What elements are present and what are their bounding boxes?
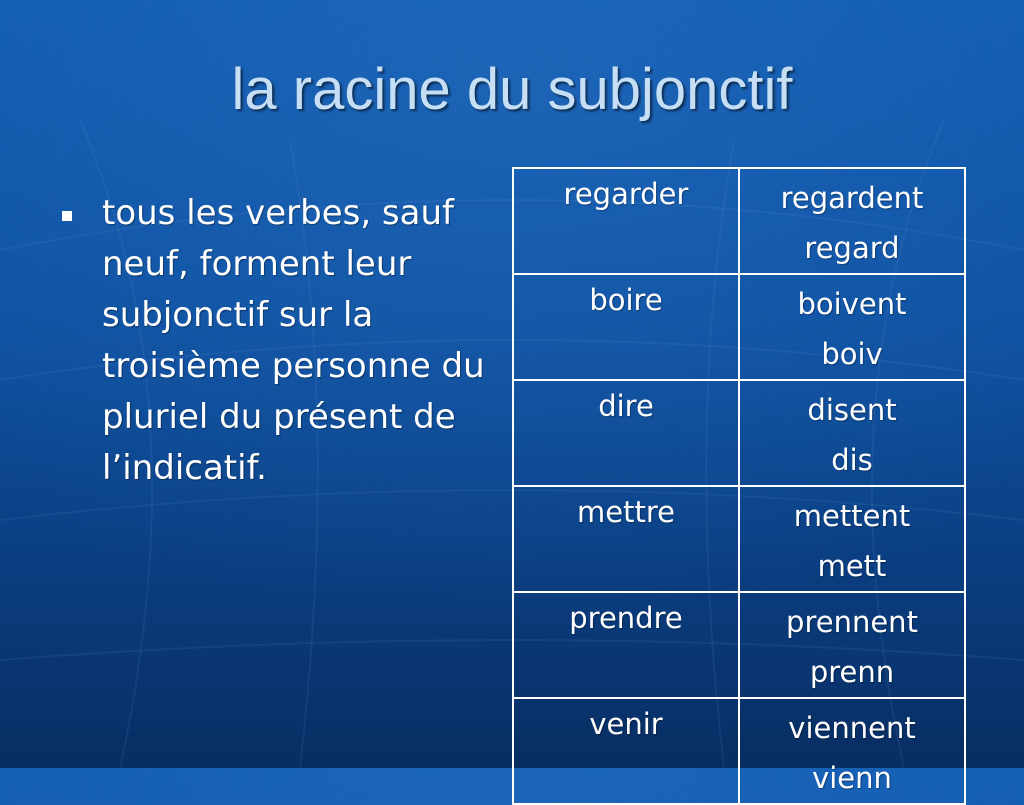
subjunctive-stem: prenn	[809, 655, 895, 689]
third-plural-form: boivent	[797, 287, 907, 321]
forms-cell	[739, 592, 965, 698]
infinitive-cell: boire	[513, 274, 739, 380]
forms-cell	[739, 168, 965, 274]
infinitive-cell: dire	[513, 380, 739, 486]
table-row	[513, 698, 965, 804]
table-row	[513, 274, 965, 380]
third-plural-form: viennent	[788, 711, 916, 745]
forms-cell	[739, 486, 965, 592]
table-row	[513, 380, 965, 486]
forms-cell	[739, 698, 965, 804]
bullet-square-icon	[62, 211, 72, 221]
third-plural-form: disent	[807, 393, 897, 427]
forms-cell	[739, 274, 965, 380]
subjunctive-stem: vienn	[812, 761, 892, 795]
table-row	[513, 486, 965, 592]
third-plural-form: regardent	[780, 181, 924, 215]
infinitive-cell: mettre	[513, 486, 739, 592]
third-plural-form: prennent	[786, 605, 918, 639]
forms-cell	[739, 380, 965, 486]
third-plural-form: mettent	[793, 499, 911, 533]
infinitive-cell: venir	[513, 698, 739, 804]
table-row	[513, 168, 965, 274]
infinitive-cell: prendre	[513, 592, 739, 698]
subjunctive-stem: boiv	[821, 337, 883, 371]
slide-title: la racine du subjonctif	[231, 57, 793, 122]
bullet-point	[62, 188, 492, 494]
subjunctive-stem: regard	[804, 231, 900, 265]
subjunctive-stem: dis	[831, 443, 873, 477]
bullet-text: tous les verbes, sauf neuf, forment leur subjonctif sur la troisième personne du pluriel du présent de l’indicatif.	[102, 193, 485, 488]
verb-stem-table	[512, 167, 966, 805]
table-row	[513, 592, 965, 698]
infinitive-cell: regarder	[513, 168, 739, 274]
subjunctive-stem: mett	[817, 549, 887, 583]
